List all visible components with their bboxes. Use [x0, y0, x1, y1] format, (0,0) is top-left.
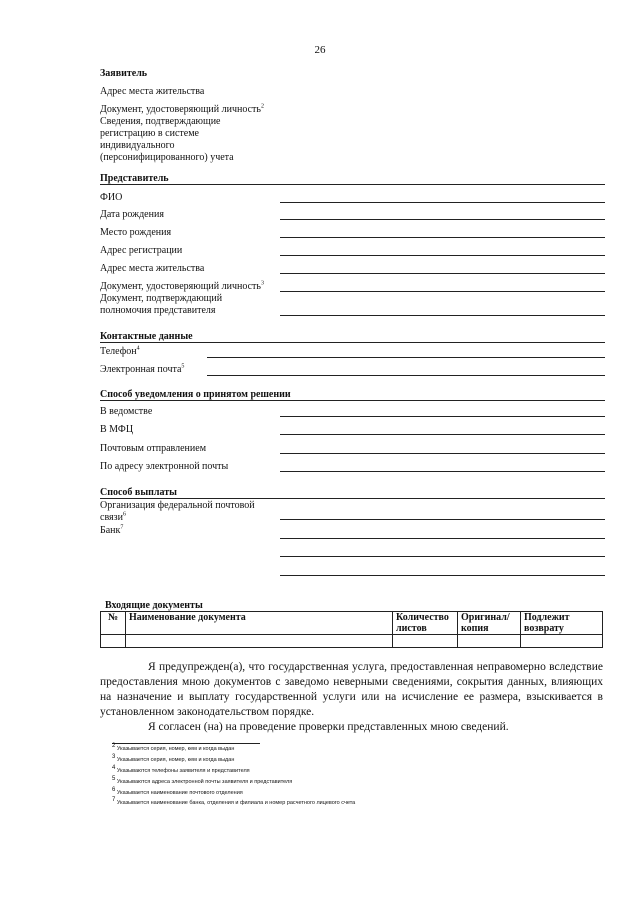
authority-doc-field-line[interactable]: [280, 315, 605, 316]
footnote-ref: 4: [136, 345, 140, 352]
page-number: 26: [314, 44, 326, 56]
applicant-registration-line-1: Сведения, подтверждающие: [100, 116, 221, 127]
email-field-line[interactable]: [207, 375, 605, 376]
warning-paragraph: Я предупрежден(а), что государственная услуга, предоставленная неправомерно вследствие предоставления мною документов с заведомо неверными сведениями, сокрытия данных, влияющих на назначение и выплату государственной услуги или на исчисление ее размера, взыскивается в установленном законодательством порядке.: [100, 661, 603, 718]
notify-mfc-field-line[interactable]: [280, 434, 605, 435]
representative-heading: Представитель: [100, 173, 169, 184]
rep-address-field-line[interactable]: [280, 273, 605, 274]
col-number-header: №: [101, 612, 126, 635]
phone-label: Телефон$^4$: [100, 345, 140, 357]
section-divider: [100, 400, 605, 401]
table-header-row: [101, 612, 603, 635]
col-orig-header: Оригинал/ копия: [458, 612, 521, 635]
applicant-address-label: Адрес места жительства: [100, 86, 205, 97]
footnote-5: 5 Указываются адреса электронной почты заявителя и представителя: [112, 776, 293, 785]
applicant-registration-line-4: (персонифицированного) учета: [100, 152, 234, 163]
footnote-7: 7 Указывается наименование банка, отделения и филиала и номер расчетного лицевого счета: [112, 797, 356, 806]
bank-field-line-1[interactable]: [280, 538, 605, 539]
authority-doc-label-1: Документ, подтверждающий: [100, 293, 223, 304]
bank-field-line-2[interactable]: [280, 556, 605, 557]
footnote-3: 3 Указывается серия, номер, кем и когда выдан: [112, 754, 235, 763]
consent-paragraph: Я согласен (на) на проведение проверки представленных мною сведений.: [148, 721, 509, 733]
fio-label: ФИО: [100, 192, 123, 203]
notification-heading: Способ уведомления о принятом решении: [100, 389, 291, 400]
payment-heading: Способ выплаты: [100, 487, 177, 498]
applicant-id-doc-label: Документ, удостоверяющий личность$^2$: [100, 103, 264, 115]
payment-bank-label: Банк$^7$: [100, 524, 124, 536]
reg-address-label: Адрес регистрации: [100, 245, 183, 256]
notify-email-field-line[interactable]: [280, 471, 605, 472]
col-name-header: Наименование документа: [126, 612, 393, 635]
reg-address-field-line[interactable]: [280, 255, 605, 256]
applicant-registration-line-3: индивидуального: [100, 140, 175, 151]
bank-field-line-3[interactable]: [280, 575, 605, 576]
notify-option-email: По адресу электронной почты: [100, 461, 229, 472]
table-cell[interactable]: [101, 635, 126, 648]
fio-field-line[interactable]: [280, 202, 605, 203]
table-cell[interactable]: [393, 635, 458, 648]
notify-office-field-line[interactable]: [280, 416, 605, 417]
birth-place-label: Место рождения: [100, 227, 172, 238]
footnote-separator: [112, 743, 260, 744]
email-label: Электронная почта$^5$: [100, 363, 185, 375]
section-divider: [100, 498, 605, 499]
payment-postal-label-1: Организация федеральной почтовой: [100, 500, 255, 511]
footnote-ref: 6: [122, 511, 126, 518]
applicant-heading: Заявитель: [100, 68, 148, 79]
applicant-registration-line-2: регистрацию в системе: [100, 128, 199, 139]
table-cell[interactable]: [126, 635, 393, 648]
rep-address-label: Адрес места жительства: [100, 263, 205, 274]
documents-table: [100, 611, 603, 648]
table-cell[interactable]: [521, 635, 603, 648]
rep-id-doc-label: Документ, удостоверяющий личность$^3$: [100, 280, 264, 292]
notify-option-mfc: В МФЦ: [100, 424, 134, 435]
birth-place-field-line[interactable]: [280, 237, 605, 238]
postal-field-line[interactable]: [280, 519, 605, 520]
payment-postal-label-2: связи$^6$: [100, 511, 126, 523]
footnote-2: 2 Указывается серия, номер, кем и когда выдан: [112, 743, 235, 752]
section-divider: [100, 184, 605, 185]
authority-doc-label-2: полномочия представителя: [100, 305, 216, 316]
table-row: [101, 635, 603, 648]
col-qty-header: Количество листов: [393, 612, 458, 635]
footnote-ref: 3: [260, 280, 264, 287]
footnote-ref: 2: [260, 103, 264, 110]
col-return-header: Подлежит возврату: [521, 612, 603, 635]
contacts-heading: Контактные данные: [100, 331, 193, 342]
footnote-ref: 7: [120, 524, 124, 531]
notify-option-office: В ведомстве: [100, 406, 153, 417]
table-cell[interactable]: [458, 635, 521, 648]
phone-field-line[interactable]: [207, 357, 605, 358]
footnote-4: 4 Указываются телефоны заявителя и представителя: [112, 765, 250, 774]
notify-option-post: Почтовым отправлением: [100, 443, 207, 454]
footnote-6: 6 Указывается наименование почтового отделения: [112, 787, 243, 796]
rep-id-doc-field-line[interactable]: [280, 291, 605, 292]
section-divider: [100, 342, 605, 343]
birth-date-label: Дата рождения: [100, 209, 164, 220]
documents-heading: Входящие документы: [105, 600, 203, 611]
footnote-ref: 5: [181, 363, 185, 370]
notify-post-field-line[interactable]: [280, 453, 605, 454]
birth-date-field-line[interactable]: [280, 219, 605, 220]
